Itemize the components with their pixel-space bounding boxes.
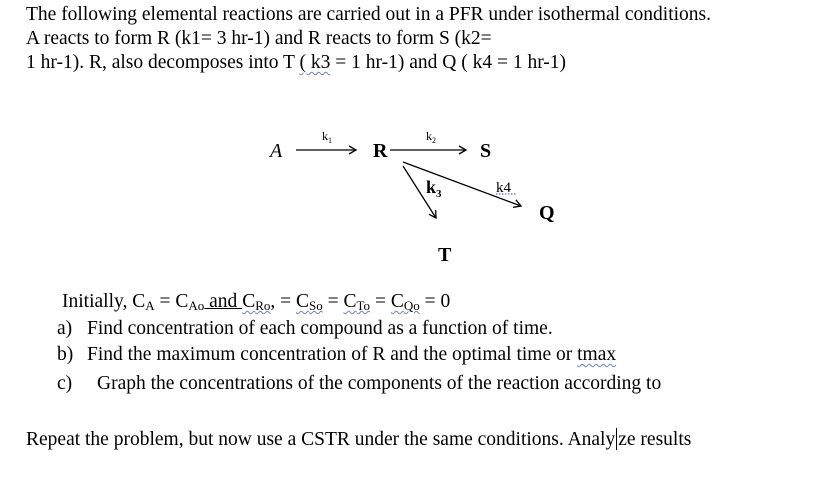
repeat-instruction <box>26 428 691 451</box>
question-a-letter: a) <box>57 318 73 339</box>
intro-k3-ref: ( k3 <box>299 52 331 73</box>
question-a <box>57 318 553 340</box>
rate-k3-label: $k_3$ <box>426 177 442 200</box>
intro-line-2: A reacts to form R (k1= 3 hr-1) and R reacts to form S (k2= <box>26 28 492 49</box>
question-b-text: Find the maximum concentration of R and the optimal time or <box>87 344 578 365</box>
cto-term: $C_{To}$ <box>343 291 371 313</box>
species-r-label: R <box>373 140 388 162</box>
question-c-text: Graph the concentrations of the components of the reaction according to <box>97 373 662 394</box>
species-q-label: Q <box>539 202 555 224</box>
repeat-text-before: Repeat the problem, but now use a CSTR under the same conditions. Analy <box>26 429 616 450</box>
intro-line-1: The following elemental reactions are carried out in a PFR under isothermal conditions. <box>26 4 712 25</box>
question-c <box>57 373 661 395</box>
intro-line-3-c: = 1 hr-1) and Q ( k4 = 1 hr-1) <box>330 52 567 73</box>
species-s-label: S <box>480 140 492 162</box>
rate-k1-label: $k_1$ <box>322 129 332 145</box>
repeat-text-after: ze results <box>618 429 692 450</box>
cso-term: $C_{So}$ <box>296 291 323 313</box>
question-a-text: Find concentration of each compound as a function of time. <box>87 318 553 339</box>
intro-line-3-a: 1 hr-1). R, also decomposes into T <box>26 52 300 73</box>
rate-k4-label: k4 <box>496 180 511 196</box>
question-b <box>57 344 616 366</box>
species-a-label: A <box>270 140 283 162</box>
cro-term: $C_{Ro}$ <box>242 291 271 313</box>
question-b-tmax: tmax <box>577 344 617 365</box>
species-t-label: T <box>438 244 452 266</box>
question-c-letter: c) <box>57 373 73 394</box>
cqo-term: $C_{Qo}$ <box>390 291 420 313</box>
initial-conditions: Initially, $C_A = C_{Ao}$ and $C_{Ro}$, = $C_{So} = C_{To} = C_{Qo} = 0$ <box>62 291 451 313</box>
question-b-letter: b) <box>57 344 74 365</box>
rate-k2-label: $k_2$ <box>426 129 436 145</box>
